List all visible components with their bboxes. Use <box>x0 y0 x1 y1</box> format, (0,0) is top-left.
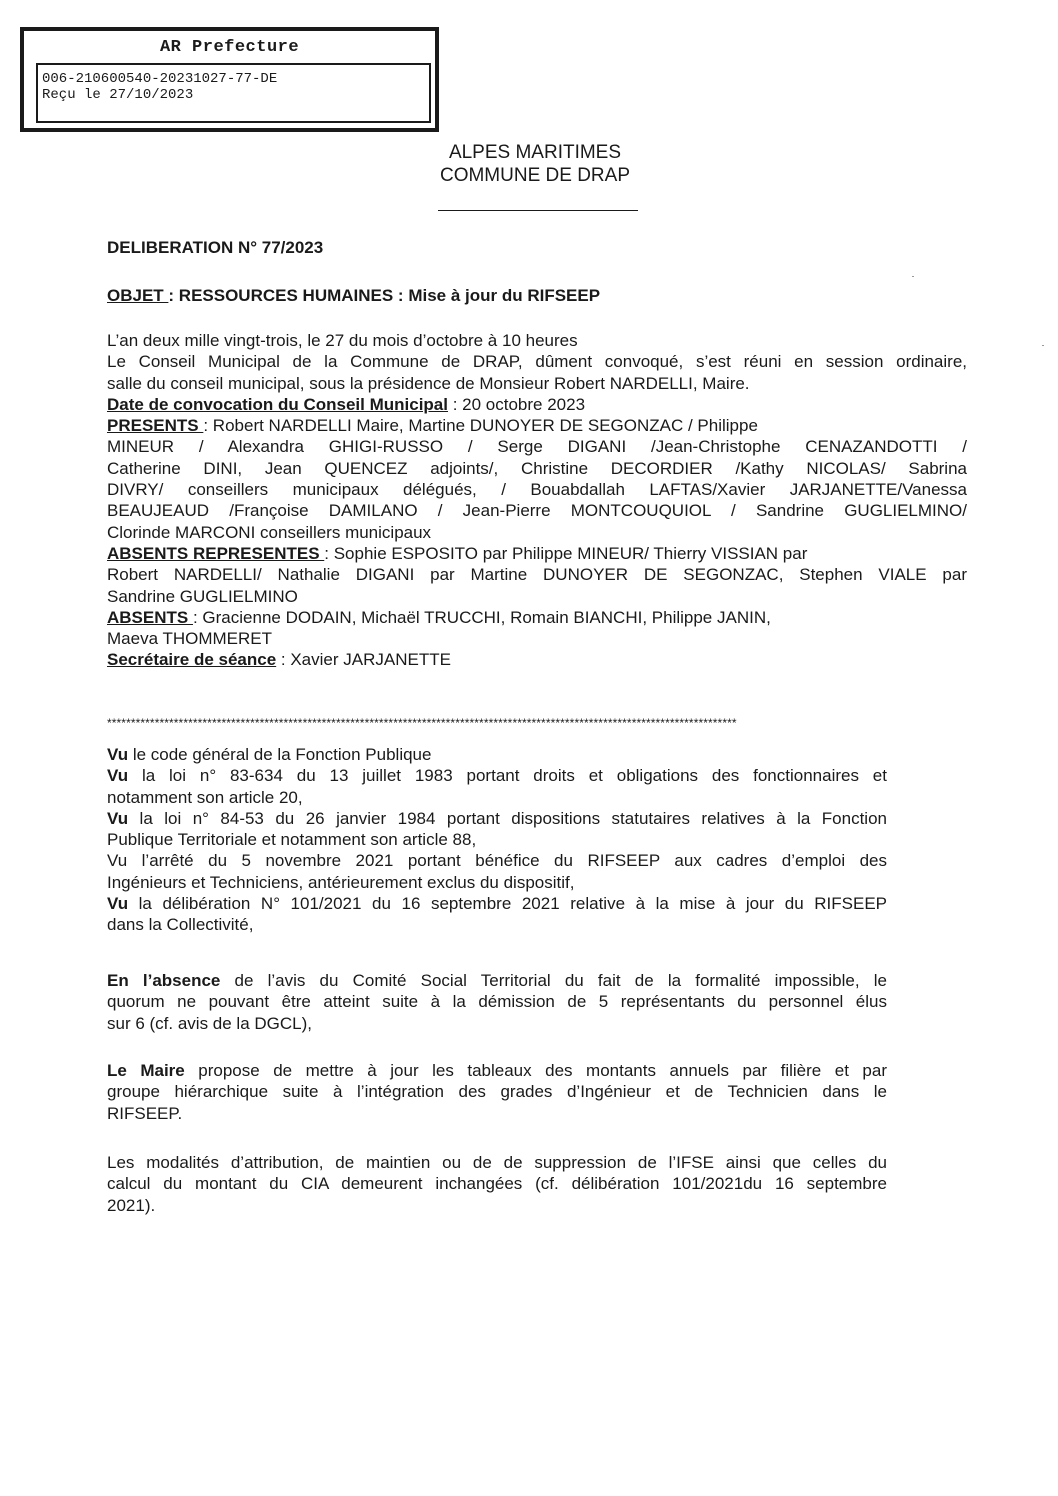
vu-line: dans la Collectivité, <box>107 915 254 935</box>
absents-line: Maeva THOMMERET <box>107 629 272 649</box>
presents-line <box>107 415 967 436</box>
maire-paragraph <box>107 1060 887 1124</box>
stamp-received-date: Reçu le 27/10/2023 <box>42 87 194 103</box>
modalites-line: calcul du montant du CIA demeurent inchangées (cf. délibération 101/2021du 16 septembre <box>107 1174 887 1194</box>
presents-text: : Robert NARDELLI Maire, Martine DUNOYER DE SEGONZAC / Philippe <box>203 416 758 436</box>
vu-keyword: Vu <box>107 808 129 828</box>
separator-line: ************************************************************************************************************************************ <box>107 716 737 730</box>
maire-keyword: Le Maire <box>107 1061 185 1080</box>
presents-line: Clorinde MARCONI conseillers municipaux <box>107 522 432 542</box>
absence-keyword: En l’absence <box>107 971 221 990</box>
vu-line <box>107 808 887 829</box>
modalites-line: 2021). <box>107 1195 156 1215</box>
scan-speck <box>1042 345 1044 346</box>
session-info <box>107 330 967 671</box>
absence-text: de l’avis du Comité Social Territorial du fait de la formalité impossible, le <box>220 971 887 990</box>
deliberation-number: DELIBERATION N° 77/2023 <box>107 238 324 257</box>
commune-name: COMMUNE DE DRAP <box>439 165 630 186</box>
objet-label: OBJET <box>107 286 169 305</box>
secretaire-name: : Xavier JARJANETTE <box>276 650 451 670</box>
vu-text: la loi n° 84-53 du 26 janvier 1984 portant dispositions statutaires relatives à la Fonction <box>128 808 887 828</box>
vu-text: la loi n° 83-634 du 13 juillet 1983 portant droits et obligations des fonctionnaires et <box>128 766 887 786</box>
maire-line: groupe hiérarchique suite à l’intégration des grades d’Ingénieur et de Technicien dans le <box>107 1082 887 1102</box>
document-header <box>340 141 730 187</box>
vu-line: Vu l’arrêté du 5 novembre 2021 portant bénéfice du RIFSEEP aux cadres d’emploi des <box>107 851 887 871</box>
intro-line: salle du conseil municipal, sous la présidence de Monsieur Robert NARDELLI, Maire. <box>107 373 750 393</box>
absence-line: sur 6 (cf. avis de la DGCL), <box>107 1013 313 1033</box>
convocation-label: Date de convocation du Conseil Municipal <box>107 394 448 414</box>
stamp-reference: 006-210600540-20231027-77-DE <box>42 71 278 87</box>
vu-keyword: Vu <box>107 894 129 914</box>
modalites-paragraph <box>107 1152 887 1216</box>
absents-representes-line: Sandrine GUGLIELMINO <box>107 586 298 606</box>
objet-text: : RESSOURCES HUMAINES : Mise à jour du RIFSEEP <box>168 286 601 305</box>
stamp-title: AR Prefecture <box>159 38 300 57</box>
presents-line: Catherine DINI, Jean QUENCEZ adjoints/, Christine DECORDIER /Kathy NICOLAS/ Sabrina <box>107 458 967 478</box>
intro-line: Le Conseil Municipal de la Commune de DRAP, dûment convoqué, s’est réuni en session ordinaire, <box>107 352 967 372</box>
presents-line: MINEUR / Alexandra GHIGI-RUSSO / Serge DIGANI /Jean-Christophe CENAZANDOTTI / <box>107 437 967 457</box>
absence-line <box>107 970 887 991</box>
vu-keyword: Vu <box>107 745 129 764</box>
presents-line: BEAUJEAUD /Françoise DAMILANO / Jean-Pierre MONTCOUQUIOL / Sandrine GUGLIELMINO/ <box>107 501 967 521</box>
vu-line: Ingénieurs et Techniciens, antérieurement exclus du dispositif, <box>107 872 575 892</box>
maire-line <box>107 1060 887 1081</box>
vu-line: Publique Territoriale et notamment son article 88, <box>107 830 477 850</box>
absents-label: ABSENTS <box>107 607 193 627</box>
scan-speck <box>912 276 914 277</box>
convocation-line <box>107 394 967 415</box>
department-name: ALPES MARITIMES <box>448 142 622 163</box>
secretaire-label: Secrétaire de séance <box>107 650 277 670</box>
prefecture-stamp <box>20 27 439 132</box>
presents-label: PRESENTS <box>107 416 204 436</box>
absents-representes-text: : Sophie ESPOSITO par Philippe MINEUR/ Thierry VISSIAN par <box>324 543 808 563</box>
absence-paragraph <box>107 970 887 1034</box>
vu-text: la délibération N° 101/2021 du 16 septembre 2021 relative à la mise à jour du RIFSEEP <box>128 894 887 914</box>
absents-representes-label: ABSENTS REPRESENTES <box>107 543 325 563</box>
vu-text: le code général de la Fonction Publique <box>128 745 432 764</box>
absence-line: quorum ne pouvant être atteint suite à la démission de 5 représentants du personnel élus <box>107 992 887 1012</box>
modalites-line: Les modalités d’attribution, de maintien ou de de suppression de l’IFSE ainsi que celles du <box>107 1153 887 1172</box>
presents-line: DIVRY/ conseillers municipaux délégués, / Bouabdallah LAFTAS/Xavier JARJANETTE/Vanessa <box>107 480 967 500</box>
intro-line: L’an deux mille vingt-trois, le 27 du mois d’octobre à 10 heures <box>107 331 578 350</box>
vu-block <box>107 744 967 936</box>
convocation-date: : 20 octobre 2023 <box>448 394 586 414</box>
header-divider <box>438 210 638 211</box>
absents-line <box>107 607 967 628</box>
vu-keyword: Vu <box>107 766 129 786</box>
absents-text: : Gracienne DODAIN, Michaël TRUCCHI, Romain BIANCHI, Philippe JANIN, <box>192 607 771 627</box>
vu-line: notamment son article 20, <box>107 787 303 807</box>
secretaire-line <box>107 649 967 670</box>
maire-text: propose de mettre à jour les tableaux des montants annuels par filière et par <box>184 1061 887 1080</box>
absents-representes-line <box>107 543 967 564</box>
maire-line: RIFSEEP. <box>107 1103 183 1123</box>
objet-line <box>107 286 600 306</box>
absents-representes-line: Robert NARDELLI/ Nathalie DIGANI par Martine DUNOYER DE SEGONZAC, Stephen VIALE par <box>107 565 967 585</box>
vu-line <box>107 893 887 914</box>
stamp-details <box>36 63 431 123</box>
vu-line <box>107 765 887 786</box>
vu-line <box>107 744 967 765</box>
